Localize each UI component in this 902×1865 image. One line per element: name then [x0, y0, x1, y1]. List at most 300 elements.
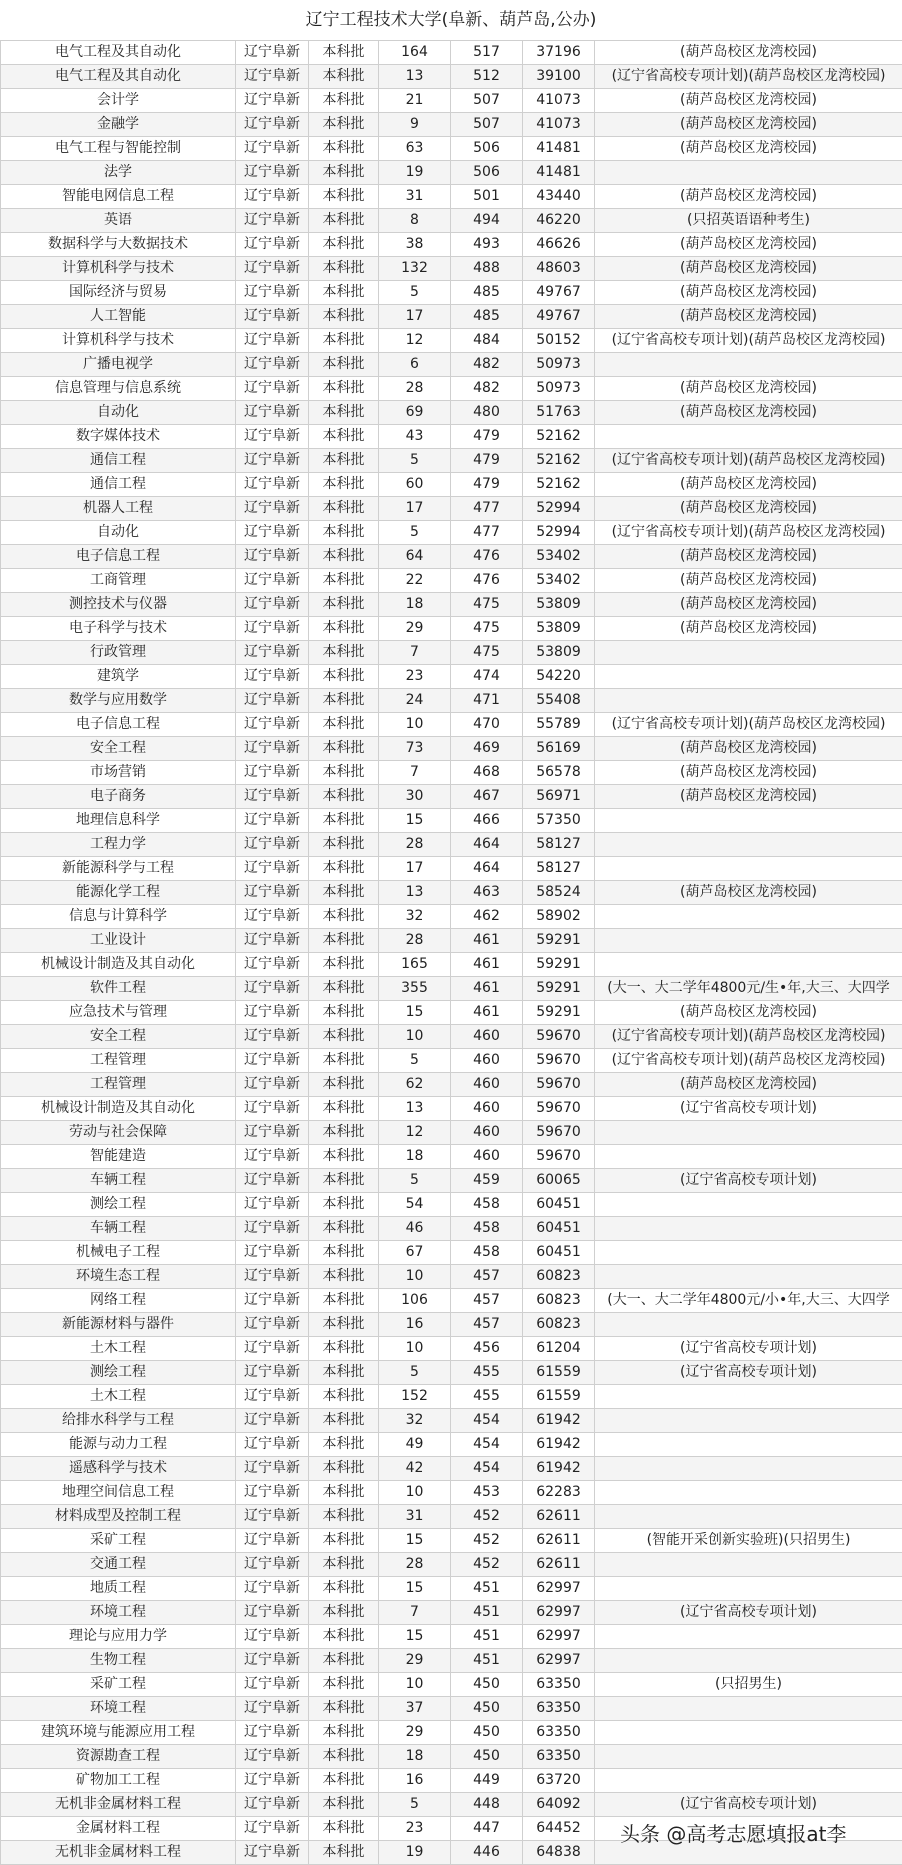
table-row — [1, 1625, 902, 1649]
region-cell: 辽宁阜新 — [236, 1073, 309, 1097]
note-cell — [595, 1409, 902, 1433]
plan-count-cell: 69 — [379, 401, 451, 425]
table-row — [1, 1409, 902, 1433]
region-cell: 辽宁阜新 — [236, 1145, 309, 1169]
plan-count-cell: 22 — [379, 569, 451, 593]
min-score-cell: 460 — [451, 1121, 523, 1145]
region-cell: 辽宁阜新 — [236, 1529, 309, 1553]
major-name-cell: 机械设计制造及其自动化 — [1, 1097, 236, 1121]
major-name-cell: 矿物加工工程 — [1, 1769, 236, 1793]
plan-count-cell: 23 — [379, 1817, 451, 1841]
min-score-cell: 455 — [451, 1361, 523, 1385]
note-cell — [595, 1433, 902, 1457]
batch-cell: 本科批 — [309, 1505, 379, 1529]
batch-cell: 本科批 — [309, 497, 379, 521]
table-row — [1, 1673, 902, 1697]
major-name-cell: 自动化 — [1, 401, 236, 425]
region-cell: 辽宁阜新 — [236, 809, 309, 833]
major-name-cell: 行政管理 — [1, 641, 236, 665]
min-rank-cell: 58524 — [523, 881, 595, 905]
note-cell — [595, 1649, 902, 1673]
min-rank-cell: 59291 — [523, 977, 595, 1001]
major-name-cell: 电气工程及其自动化 — [1, 41, 236, 65]
plan-count-cell: 5 — [379, 1169, 451, 1193]
min-rank-cell: 58127 — [523, 833, 595, 857]
major-name-cell: 无机非金属材料工程 — [1, 1841, 236, 1865]
note-cell: (辽宁省高校专项计划)(葫芦岛校区龙湾校园) — [595, 329, 902, 353]
table-row — [1, 353, 902, 377]
batch-cell: 本科批 — [309, 185, 379, 209]
min-score-cell: 475 — [451, 593, 523, 617]
plan-count-cell: 32 — [379, 905, 451, 929]
major-name-cell: 测绘工程 — [1, 1361, 236, 1385]
min-score-cell: 457 — [451, 1265, 523, 1289]
major-name-cell: 人工智能 — [1, 305, 236, 329]
batch-cell: 本科批 — [309, 1337, 379, 1361]
table-row — [1, 713, 902, 737]
table-row — [1, 593, 902, 617]
plan-count-cell: 10 — [379, 1673, 451, 1697]
note-cell — [595, 1721, 902, 1745]
min-rank-cell: 41481 — [523, 161, 595, 185]
batch-cell: 本科批 — [309, 137, 379, 161]
min-rank-cell: 49767 — [523, 305, 595, 329]
note-cell — [595, 1241, 902, 1265]
batch-cell: 本科批 — [309, 1361, 379, 1385]
region-cell: 辽宁阜新 — [236, 1313, 309, 1337]
table-row — [1, 1529, 902, 1553]
batch-cell: 本科批 — [309, 1649, 379, 1673]
plan-count-cell: 10 — [379, 713, 451, 737]
plan-count-cell: 5 — [379, 1361, 451, 1385]
major-name-cell: 数学与应用数学 — [1, 689, 236, 713]
major-name-cell: 信息与计算科学 — [1, 905, 236, 929]
major-name-cell: 土木工程 — [1, 1337, 236, 1361]
major-name-cell: 数字媒体技术 — [1, 425, 236, 449]
plan-count-cell: 38 — [379, 233, 451, 257]
region-cell: 辽宁阜新 — [236, 113, 309, 137]
plan-count-cell: 19 — [379, 1841, 451, 1865]
min-score-cell: 494 — [451, 209, 523, 233]
min-score-cell: 452 — [451, 1529, 523, 1553]
min-score-cell: 459 — [451, 1169, 523, 1193]
batch-cell: 本科批 — [309, 737, 379, 761]
batch-cell: 本科批 — [309, 1145, 379, 1169]
major-name-cell: 环境工程 — [1, 1601, 236, 1625]
major-name-cell: 地质工程 — [1, 1577, 236, 1601]
batch-cell: 本科批 — [309, 545, 379, 569]
major-name-cell: 金属材料工程 — [1, 1817, 236, 1841]
min-rank-cell: 43440 — [523, 185, 595, 209]
min-rank-cell: 55789 — [523, 713, 595, 737]
region-cell: 辽宁阜新 — [236, 617, 309, 641]
batch-cell: 本科批 — [309, 569, 379, 593]
note-cell — [595, 1457, 902, 1481]
plan-count-cell: 5 — [379, 1049, 451, 1073]
note-cell — [595, 425, 902, 449]
batch-cell: 本科批 — [309, 89, 379, 113]
min-score-cell: 477 — [451, 521, 523, 545]
plan-count-cell: 12 — [379, 1121, 451, 1145]
note-cell: (葫芦岛校区龙湾校园) — [595, 1001, 902, 1025]
batch-cell: 本科批 — [309, 1097, 379, 1121]
min-rank-cell: 62611 — [523, 1505, 595, 1529]
region-cell: 辽宁阜新 — [236, 689, 309, 713]
min-rank-cell: 64452 — [523, 1817, 595, 1841]
major-name-cell: 英语 — [1, 209, 236, 233]
table-row — [1, 1145, 902, 1169]
table-row — [1, 881, 902, 905]
major-name-cell: 能源与动力工程 — [1, 1433, 236, 1457]
min-rank-cell: 63720 — [523, 1769, 595, 1793]
table-row — [1, 41, 902, 65]
note-cell: (智能开采创新实验班)(只招男生) — [595, 1529, 902, 1553]
batch-cell: 本科批 — [309, 1313, 379, 1337]
batch-cell: 本科批 — [309, 1529, 379, 1553]
note-cell: (葫芦岛校区龙湾校园) — [595, 401, 902, 425]
table-row — [1, 1289, 902, 1313]
batch-cell: 本科批 — [309, 1025, 379, 1049]
major-name-cell: 能源化学工程 — [1, 881, 236, 905]
plan-count-cell: 54 — [379, 1193, 451, 1217]
table-row — [1, 1697, 902, 1721]
min-rank-cell: 41073 — [523, 113, 595, 137]
major-name-cell: 通信工程 — [1, 449, 236, 473]
batch-cell: 本科批 — [309, 1841, 379, 1865]
plan-count-cell: 16 — [379, 1769, 451, 1793]
plan-count-cell: 5 — [379, 281, 451, 305]
major-name-cell: 电子信息工程 — [1, 545, 236, 569]
batch-cell: 本科批 — [309, 1241, 379, 1265]
min-score-cell: 471 — [451, 689, 523, 713]
region-cell: 辽宁阜新 — [236, 305, 309, 329]
note-cell: (葫芦岛校区龙湾校园) — [595, 737, 902, 761]
min-rank-cell: 59670 — [523, 1121, 595, 1145]
plan-count-cell: 37 — [379, 1697, 451, 1721]
admission-table — [0, 40, 902, 1865]
major-name-cell: 应急技术与管理 — [1, 1001, 236, 1025]
note-cell — [595, 1385, 902, 1409]
region-cell: 辽宁阜新 — [236, 473, 309, 497]
note-cell — [595, 665, 902, 689]
min-rank-cell: 52162 — [523, 425, 595, 449]
major-name-cell: 劳动与社会保障 — [1, 1121, 236, 1145]
min-rank-cell: 53809 — [523, 617, 595, 641]
min-rank-cell: 41073 — [523, 89, 595, 113]
plan-count-cell: 42 — [379, 1457, 451, 1481]
table-row — [1, 305, 902, 329]
batch-cell: 本科批 — [309, 1769, 379, 1793]
region-cell: 辽宁阜新 — [236, 281, 309, 305]
min-score-cell: 460 — [451, 1073, 523, 1097]
note-cell — [595, 809, 902, 833]
table-row — [1, 1193, 902, 1217]
major-name-cell: 智能建造 — [1, 1145, 236, 1169]
plan-count-cell: 43 — [379, 425, 451, 449]
table-row — [1, 65, 902, 89]
region-cell: 辽宁阜新 — [236, 1241, 309, 1265]
plan-count-cell: 28 — [379, 833, 451, 857]
batch-cell: 本科批 — [309, 161, 379, 185]
region-cell: 辽宁阜新 — [236, 737, 309, 761]
min-rank-cell: 60823 — [523, 1289, 595, 1313]
region-cell: 辽宁阜新 — [236, 1049, 309, 1073]
note-cell — [595, 929, 902, 953]
plan-count-cell: 32 — [379, 1409, 451, 1433]
min-rank-cell: 41481 — [523, 137, 595, 161]
min-rank-cell: 54220 — [523, 665, 595, 689]
region-cell: 辽宁阜新 — [236, 41, 309, 65]
plan-count-cell: 64 — [379, 545, 451, 569]
table-row — [1, 137, 902, 161]
region-cell: 辽宁阜新 — [236, 1505, 309, 1529]
region-cell: 辽宁阜新 — [236, 1649, 309, 1673]
min-score-cell: 451 — [451, 1649, 523, 1673]
note-cell: (葫芦岛校区龙湾校园) — [595, 761, 902, 785]
batch-cell: 本科批 — [309, 377, 379, 401]
table-row — [1, 497, 902, 521]
note-cell: (葫芦岛校区龙湾校园) — [595, 89, 902, 113]
region-cell: 辽宁阜新 — [236, 1553, 309, 1577]
region-cell: 辽宁阜新 — [236, 857, 309, 881]
min-rank-cell: 62997 — [523, 1649, 595, 1673]
note-cell — [595, 161, 902, 185]
batch-cell: 本科批 — [309, 1121, 379, 1145]
batch-cell: 本科批 — [309, 1625, 379, 1649]
note-cell — [595, 905, 902, 929]
min-rank-cell: 37196 — [523, 41, 595, 65]
min-score-cell: 461 — [451, 953, 523, 977]
plan-count-cell: 132 — [379, 257, 451, 281]
min-rank-cell: 62611 — [523, 1553, 595, 1577]
table-row — [1, 449, 902, 473]
region-cell: 辽宁阜新 — [236, 1745, 309, 1769]
plan-count-cell: 152 — [379, 1385, 451, 1409]
note-cell: (只招男生) — [595, 1673, 902, 1697]
min-rank-cell: 49767 — [523, 281, 595, 305]
major-name-cell: 计算机科学与技术 — [1, 257, 236, 281]
min-rank-cell: 60823 — [523, 1265, 595, 1289]
note-cell: (辽宁省高校专项计划) — [595, 1793, 902, 1817]
region-cell: 辽宁阜新 — [236, 1697, 309, 1721]
min-score-cell: 506 — [451, 161, 523, 185]
batch-cell: 本科批 — [309, 1217, 379, 1241]
major-name-cell: 采矿工程 — [1, 1673, 236, 1697]
table-row — [1, 1049, 902, 1073]
region-cell: 辽宁阜新 — [236, 1817, 309, 1841]
min-score-cell: 506 — [451, 137, 523, 161]
min-score-cell: 454 — [451, 1433, 523, 1457]
table-row — [1, 1553, 902, 1577]
min-rank-cell: 62283 — [523, 1481, 595, 1505]
note-cell — [595, 1553, 902, 1577]
table-row — [1, 1481, 902, 1505]
min-rank-cell: 57350 — [523, 809, 595, 833]
major-name-cell: 环境工程 — [1, 1697, 236, 1721]
note-cell: (辽宁省高校专项计划) — [595, 1601, 902, 1625]
min-rank-cell: 39100 — [523, 65, 595, 89]
min-score-cell: 454 — [451, 1409, 523, 1433]
note-cell — [595, 1193, 902, 1217]
major-name-cell: 网络工程 — [1, 1289, 236, 1313]
note-cell — [595, 1769, 902, 1793]
note-cell: (大一、大二学年4800元/生•年,大三、大四学 — [595, 977, 902, 1001]
min-rank-cell: 50973 — [523, 377, 595, 401]
batch-cell: 本科批 — [309, 1193, 379, 1217]
note-cell: (辽宁省高校专项计划)(葫芦岛校区龙湾校园) — [595, 65, 902, 89]
batch-cell: 本科批 — [309, 473, 379, 497]
plan-count-cell: 7 — [379, 1601, 451, 1625]
min-rank-cell: 61942 — [523, 1433, 595, 1457]
min-score-cell: 464 — [451, 857, 523, 881]
table-row — [1, 1793, 902, 1817]
min-rank-cell: 50973 — [523, 353, 595, 377]
plan-count-cell: 49 — [379, 1433, 451, 1457]
table-row — [1, 377, 902, 401]
min-rank-cell: 62997 — [523, 1625, 595, 1649]
note-cell: (辽宁省高校专项计划)(葫芦岛校区龙湾校园) — [595, 713, 902, 737]
min-score-cell: 493 — [451, 233, 523, 257]
note-cell: (葫芦岛校区龙湾校园) — [595, 569, 902, 593]
table-row — [1, 737, 902, 761]
note-cell — [595, 1625, 902, 1649]
note-cell — [595, 1217, 902, 1241]
region-cell: 辽宁阜新 — [236, 257, 309, 281]
table-row — [1, 1217, 902, 1241]
batch-cell: 本科批 — [309, 1073, 379, 1097]
major-name-cell: 工业设计 — [1, 929, 236, 953]
plan-count-cell: 31 — [379, 185, 451, 209]
min-score-cell: 475 — [451, 617, 523, 641]
note-cell — [595, 953, 902, 977]
plan-count-cell: 60 — [379, 473, 451, 497]
table-row — [1, 977, 902, 1001]
major-name-cell: 车辆工程 — [1, 1217, 236, 1241]
region-cell: 辽宁阜新 — [236, 1841, 309, 1865]
min-rank-cell: 63350 — [523, 1721, 595, 1745]
min-score-cell: 479 — [451, 425, 523, 449]
table-row — [1, 665, 902, 689]
watermark: 头条 @高考志愿填报at李 — [620, 1818, 846, 1847]
min-rank-cell: 56578 — [523, 761, 595, 785]
table-row — [1, 1121, 902, 1145]
min-score-cell: 512 — [451, 65, 523, 89]
min-score-cell: 466 — [451, 809, 523, 833]
table-row — [1, 401, 902, 425]
plan-count-cell: 165 — [379, 953, 451, 977]
table-row — [1, 425, 902, 449]
region-cell: 辽宁阜新 — [236, 929, 309, 953]
min-score-cell: 517 — [451, 41, 523, 65]
table-row — [1, 113, 902, 137]
major-name-cell: 交通工程 — [1, 1553, 236, 1577]
note-cell — [595, 1121, 902, 1145]
note-cell: (辽宁省高校专项计划)(葫芦岛校区龙湾校园) — [595, 521, 902, 545]
min-score-cell: 507 — [451, 89, 523, 113]
table-row — [1, 761, 902, 785]
note-cell — [595, 857, 902, 881]
table-row — [1, 1601, 902, 1625]
min-score-cell: 464 — [451, 833, 523, 857]
major-name-cell: 车辆工程 — [1, 1169, 236, 1193]
major-name-cell: 机器人工程 — [1, 497, 236, 521]
note-cell: (葫芦岛校区龙湾校园) — [595, 881, 902, 905]
min-rank-cell: 59291 — [523, 953, 595, 977]
table-row — [1, 233, 902, 257]
batch-cell: 本科批 — [309, 521, 379, 545]
table-row — [1, 1241, 902, 1265]
plan-count-cell: 30 — [379, 785, 451, 809]
note-cell — [595, 1313, 902, 1337]
note-cell — [595, 689, 902, 713]
table-row — [1, 1073, 902, 1097]
region-cell: 辽宁阜新 — [236, 1361, 309, 1385]
note-cell: (辽宁省高校专项计划) — [595, 1097, 902, 1121]
note-cell — [595, 353, 902, 377]
region-cell: 辽宁阜新 — [236, 1793, 309, 1817]
batch-cell: 本科批 — [309, 809, 379, 833]
major-name-cell: 资源勘查工程 — [1, 1745, 236, 1769]
min-score-cell: 501 — [451, 185, 523, 209]
plan-count-cell: 7 — [379, 761, 451, 785]
min-rank-cell: 58902 — [523, 905, 595, 929]
table-row — [1, 809, 902, 833]
note-cell — [595, 1145, 902, 1169]
major-name-cell: 机械设计制造及其自动化 — [1, 953, 236, 977]
table-row — [1, 569, 902, 593]
major-name-cell: 电子科学与技术 — [1, 617, 236, 641]
plan-count-cell: 28 — [379, 1553, 451, 1577]
min-score-cell: 447 — [451, 1817, 523, 1841]
region-cell: 辽宁阜新 — [236, 881, 309, 905]
major-name-cell: 电气工程及其自动化 — [1, 65, 236, 89]
region-cell: 辽宁阜新 — [236, 353, 309, 377]
min-rank-cell: 61942 — [523, 1409, 595, 1433]
batch-cell: 本科批 — [309, 1289, 379, 1313]
min-score-cell: 482 — [451, 353, 523, 377]
region-cell: 辽宁阜新 — [236, 329, 309, 353]
batch-cell: 本科批 — [309, 1601, 379, 1625]
region-cell: 辽宁阜新 — [236, 641, 309, 665]
table-row — [1, 833, 902, 857]
plan-count-cell: 10 — [379, 1265, 451, 1289]
min-score-cell: 488 — [451, 257, 523, 281]
major-name-cell: 自动化 — [1, 521, 236, 545]
plan-count-cell: 29 — [379, 617, 451, 641]
major-name-cell: 安全工程 — [1, 1025, 236, 1049]
plan-count-cell: 28 — [379, 929, 451, 953]
min-rank-cell: 52994 — [523, 521, 595, 545]
plan-count-cell: 10 — [379, 1025, 451, 1049]
batch-cell: 本科批 — [309, 41, 379, 65]
min-rank-cell: 60451 — [523, 1217, 595, 1241]
min-score-cell: 451 — [451, 1601, 523, 1625]
region-cell: 辽宁阜新 — [236, 1769, 309, 1793]
table-row — [1, 1433, 902, 1457]
batch-cell: 本科批 — [309, 1049, 379, 1073]
batch-cell: 本科批 — [309, 1721, 379, 1745]
table-row — [1, 929, 902, 953]
min-rank-cell: 63350 — [523, 1745, 595, 1769]
note-cell — [595, 1481, 902, 1505]
min-score-cell: 475 — [451, 641, 523, 665]
table-row — [1, 785, 902, 809]
region-cell: 辽宁阜新 — [236, 1193, 309, 1217]
min-score-cell: 468 — [451, 761, 523, 785]
batch-cell: 本科批 — [309, 1457, 379, 1481]
region-cell: 辽宁阜新 — [236, 1481, 309, 1505]
table-row — [1, 617, 902, 641]
